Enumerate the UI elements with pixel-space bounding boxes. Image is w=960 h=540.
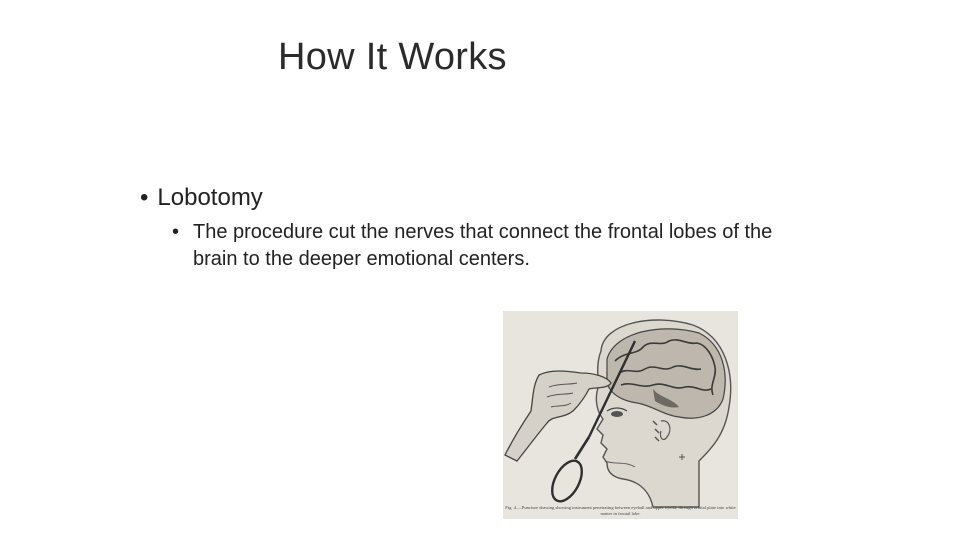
bullet-text: Lobotomy: [157, 184, 263, 211]
sub-bullet-marker: •: [172, 221, 180, 243]
lobotomy-illustration: [503, 311, 738, 519]
figure-caption: Fig. 4.—Puncture drawing showing instrument penetrating between eyeball and upper eyelid, through orbital plate into white matter in frontal lobe.: [505, 505, 736, 516]
sub-bullet-text: The procedure cut the nerves that connect the frontal lobes of the brain to the deeper emotional centers.: [193, 221, 773, 270]
slide-title: How It Works: [278, 36, 507, 78]
brain-instrument-drawing: [503, 311, 738, 519]
bullet-marker: •: [140, 184, 149, 211]
bullet-lobotomy: [140, 184, 263, 212]
sub-bullet-procedure: [172, 219, 812, 273]
